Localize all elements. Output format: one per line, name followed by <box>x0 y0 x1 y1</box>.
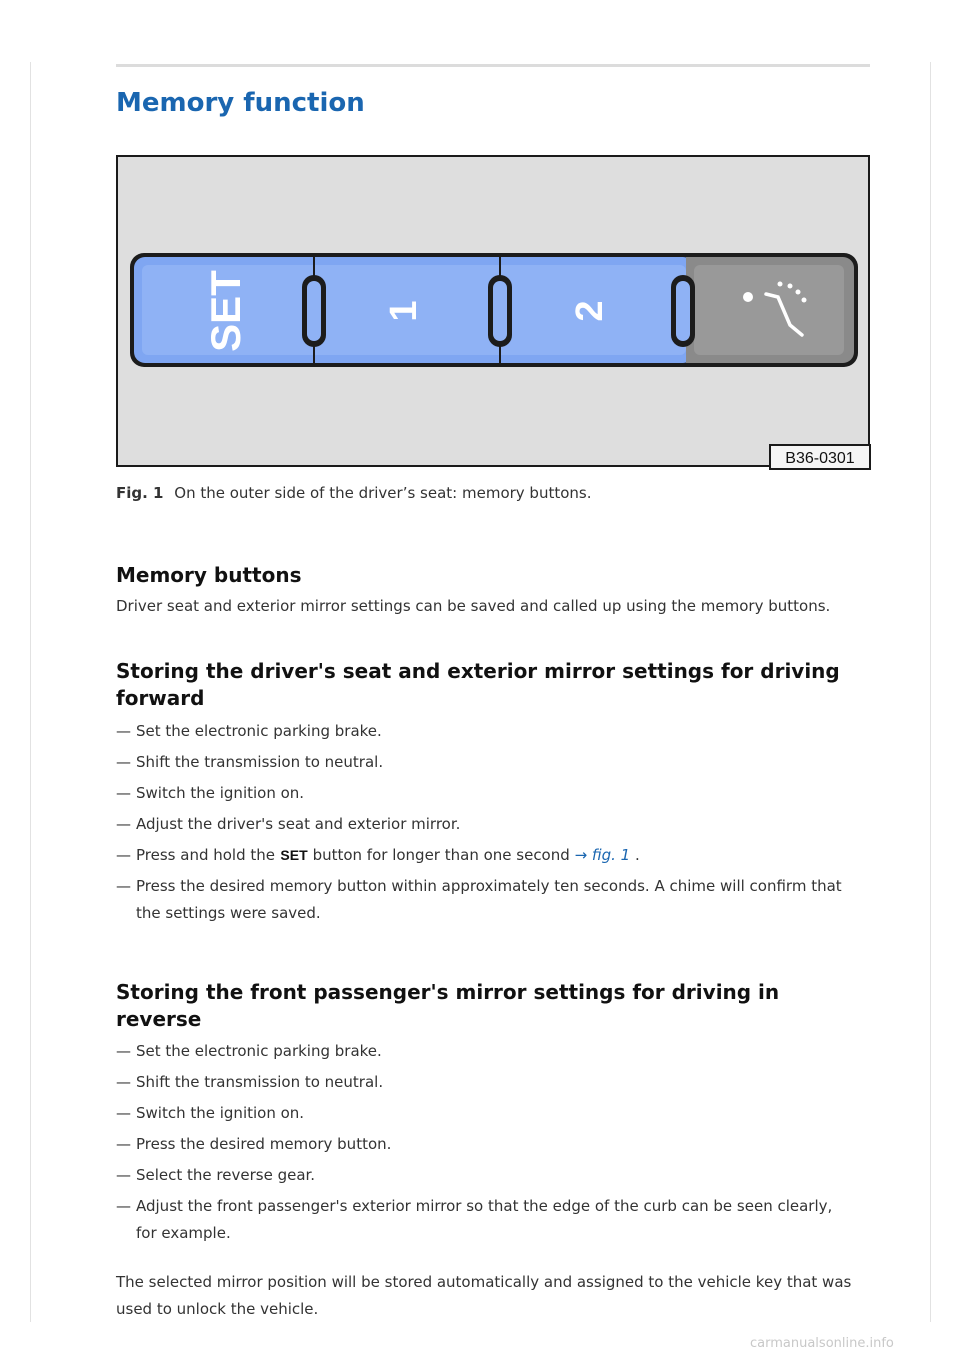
list-item: — Press and hold the SET button for longer than one second → fig. 1 . <box>116 846 640 864</box>
list-item: — Select the reverse gear. <box>116 1166 316 1184</box>
list-item: — Adjust the front passenger's exterior mirror so that the edge of the curb can be seen clearly, for example. <box>116 1197 833 1242</box>
forward-steps-list <box>116 718 876 931</box>
watermark: carmanualsonline.info <box>750 1336 894 1351</box>
svg-text:SET: SET <box>280 847 308 863</box>
list-item: — Adjust the driver's seat and exterior mirror. <box>116 815 461 833</box>
set-button-icon <box>282 845 306 863</box>
memory-buttons-heading: Memory buttons <box>116 563 302 587</box>
page-title: Memory function <box>116 88 365 118</box>
forward-section-heading: Storing the driver's seat and exterior mirror settings for driving forward <box>116 659 840 710</box>
figure-caption <box>116 484 592 502</box>
memory-button-2-label: 2 <box>569 300 611 322</box>
page-border-left <box>30 62 31 1322</box>
figure-reference-link[interactable]: → fig. 1 <box>574 846 631 864</box>
memory-buttons-illustration <box>118 157 868 465</box>
list-item: — Shift the transmission to neutral. <box>116 753 384 771</box>
list-item: — Switch the ignition on. <box>116 784 305 802</box>
list-item: — Shift the transmission to neutral. <box>116 1073 384 1091</box>
figure-caption-label: Fig. 1 <box>116 484 164 502</box>
closing-paragraph: The selected mirror position will be stored automatically and assigned to the vehicle key that was used to unlock the vehicle. <box>116 1273 852 1318</box>
memory-buttons-figure <box>116 155 870 467</box>
top-rule <box>116 64 870 67</box>
list-item: — Set the electronic parking brake. <box>116 722 382 740</box>
reverse-steps-list <box>116 1038 876 1251</box>
list-item: — Switch the ignition on. <box>116 1104 305 1122</box>
set-button-label: SET <box>202 270 249 352</box>
reverse-section-heading: Storing the front passenger's mirror settings for driving in reverse <box>116 980 780 1031</box>
page-border-right <box>930 62 931 1322</box>
list-item: — Press the desired memory button. <box>116 1135 392 1153</box>
list-item: — Press the desired memory button within approximately ten seconds. A chime will confirm that the settings were saved. <box>116 877 842 922</box>
memory-button-1-label: 1 <box>383 300 425 322</box>
figure-caption-text: On the outer side of the driver’s seat: memory buttons. <box>174 484 592 502</box>
memory-buttons-text: Driver seat and exterior mirror settings can be saved and called up using the memory buttons. <box>116 597 831 615</box>
list-item: — Set the electronic parking brake. <box>116 1042 382 1060</box>
figure-code: B36-0301 <box>785 450 855 467</box>
